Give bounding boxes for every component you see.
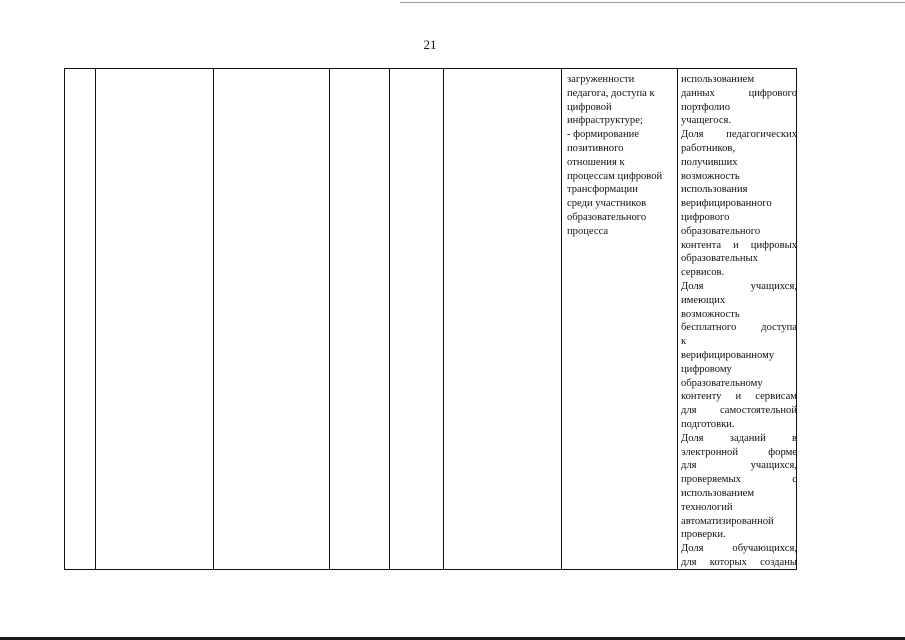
cell-text-line: трансформации xyxy=(567,184,638,196)
cell-text-line: Доля заданий в xyxy=(681,432,797,444)
cell-text-line: сервисов. xyxy=(681,267,725,279)
cell-text-line: работников, xyxy=(681,142,736,154)
column-divider xyxy=(213,69,214,569)
cell-text-line: верифицированного xyxy=(681,198,772,210)
cell-text-line: цифровой xyxy=(567,101,612,113)
cell-text-line: возможность xyxy=(681,170,740,182)
cell-text-line: для самостоятельной xyxy=(681,405,797,417)
column-divider xyxy=(561,69,562,569)
document-table xyxy=(64,68,797,570)
cell-text-line: Доля обучающихся, xyxy=(681,543,797,555)
cell-text-line: позитивного xyxy=(567,142,624,154)
scan-edge-top xyxy=(400,2,905,3)
cell-text-line: для которых созданы xyxy=(681,556,797,568)
cell-text-line: получивших xyxy=(681,156,738,168)
cell-text-line: использованием xyxy=(681,74,755,85)
cell-text-line: Доля учащихся, xyxy=(681,280,797,292)
cell-text-line: использования xyxy=(681,184,748,196)
cell-text-line: возможность xyxy=(681,308,740,320)
cell-text-line: подготовки. xyxy=(681,418,735,430)
cell-text-line: данных цифрового xyxy=(681,87,797,99)
column-divider xyxy=(677,69,678,569)
cell-text-line: имеющих xyxy=(681,294,726,306)
column-divider xyxy=(95,69,96,569)
cell-text-line: цифрового xyxy=(681,211,730,223)
cell-text-line: бесплатного доступа xyxy=(681,322,797,334)
column-divider xyxy=(329,69,330,569)
cell-text-line: отношения к xyxy=(567,156,625,168)
cell-text-line: Доля педагогических xyxy=(681,129,797,141)
cell-text-line: электронной форме xyxy=(681,446,797,458)
cell-text-line: педагога, доступа к xyxy=(567,87,655,99)
cell-text-line: учащегося. xyxy=(681,115,732,127)
column-divider xyxy=(389,69,390,569)
cell-text-line: для учащихся, xyxy=(681,460,797,472)
page-number: 21 xyxy=(423,37,437,52)
cell-text-line: верифицированному xyxy=(681,349,775,361)
table-cell-indicators xyxy=(681,73,797,570)
cell-text-line: образовательных xyxy=(681,253,758,265)
cell-text-line: образовательному xyxy=(681,377,763,389)
cell-text-line: инфраструктуре; xyxy=(567,115,643,127)
cell-text-line: образовательного xyxy=(681,225,761,237)
cell-text-line: контента и цифровых xyxy=(681,239,797,251)
cell-text-line: использованием xyxy=(681,487,755,499)
table-cell-tasks xyxy=(567,73,675,239)
cell-text-line: контенту и сервисам xyxy=(681,391,797,403)
column-divider xyxy=(443,69,444,569)
cell-text-line: проверяемых с xyxy=(681,474,797,486)
cell-text-line: образовательного xyxy=(567,211,647,223)
cell-text-line: процесса xyxy=(567,225,609,237)
cell-text-line: - формирование xyxy=(567,129,640,141)
cell-text-line: цифровому xyxy=(681,363,732,375)
cell-text-line: среди участников xyxy=(567,198,647,210)
cell-text-line: технологий xyxy=(681,501,733,513)
cell-text-line: автоматизированной xyxy=(681,515,774,527)
cell-text-line: загруженности xyxy=(567,74,635,85)
cell-text-line: портфолио xyxy=(681,101,731,113)
cell-text-line: проверки. xyxy=(681,529,726,541)
cell-text-line: процессам цифровой xyxy=(567,170,663,182)
cell-text-line: к xyxy=(681,336,687,348)
